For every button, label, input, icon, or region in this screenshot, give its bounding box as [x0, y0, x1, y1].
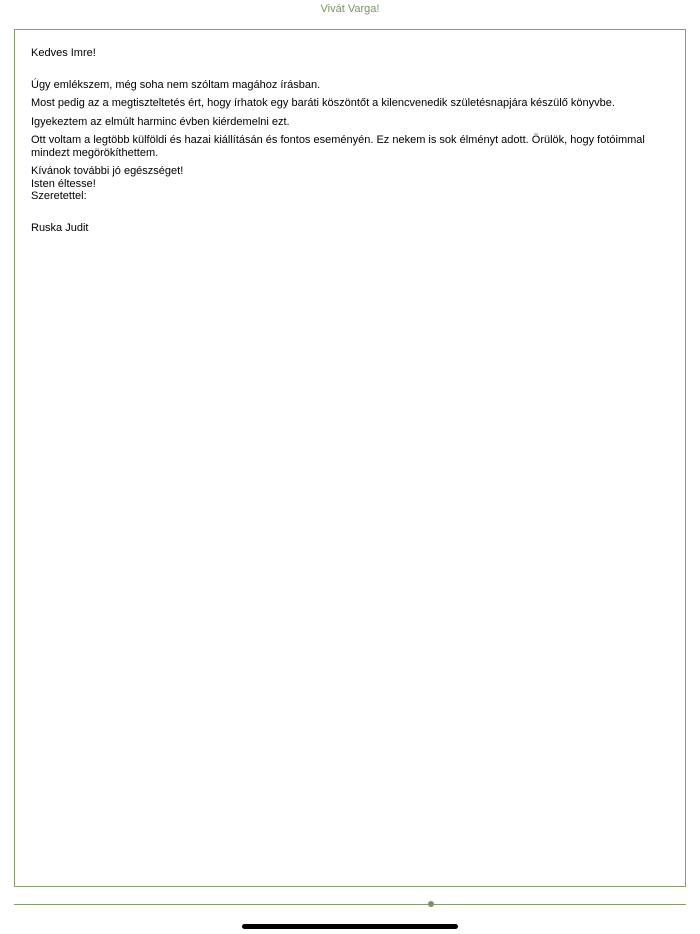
letter-closing-line: Szeretettel:	[31, 190, 87, 202]
page-title: Vivát Varga!	[320, 3, 380, 15]
letter-paragraph: Most pedig az a megtiszteltetés ért, hogy írhatok egy baráti köszöntőt a kilencvenedik születésnapjára készülő könyvbe.	[31, 97, 615, 109]
letter-closing-line: Kívánok további jó egészséget!	[31, 165, 184, 177]
letter-body	[31, 47, 671, 234]
letter-paragraph: Úgy emlékszem, még soha nem szóltam magához írásban.	[31, 78, 321, 91]
letter-signature: Ruska Judit	[31, 221, 89, 234]
page-scrubber-track[interactable]	[14, 904, 686, 905]
letter-greeting: Kedves Imre!	[31, 47, 96, 59]
page-scrubber-knob[interactable]	[428, 901, 434, 907]
letter-page	[14, 29, 686, 887]
home-indicator[interactable]	[242, 924, 458, 929]
letter-closing-line: Isten éltesse!	[31, 177, 96, 190]
letter-paragraph: Ott voltam a legtöbb külföldi és hazai kiállításán és fontos eseményén. Ez nekem is sok élményt adott. Örülök, hogy fotóimmal mindezt megörökíthettem.	[31, 134, 645, 159]
letter-paragraph: Igyekeztem az elmúlt harminc évben kiérdemelni ezt.	[31, 115, 290, 128]
